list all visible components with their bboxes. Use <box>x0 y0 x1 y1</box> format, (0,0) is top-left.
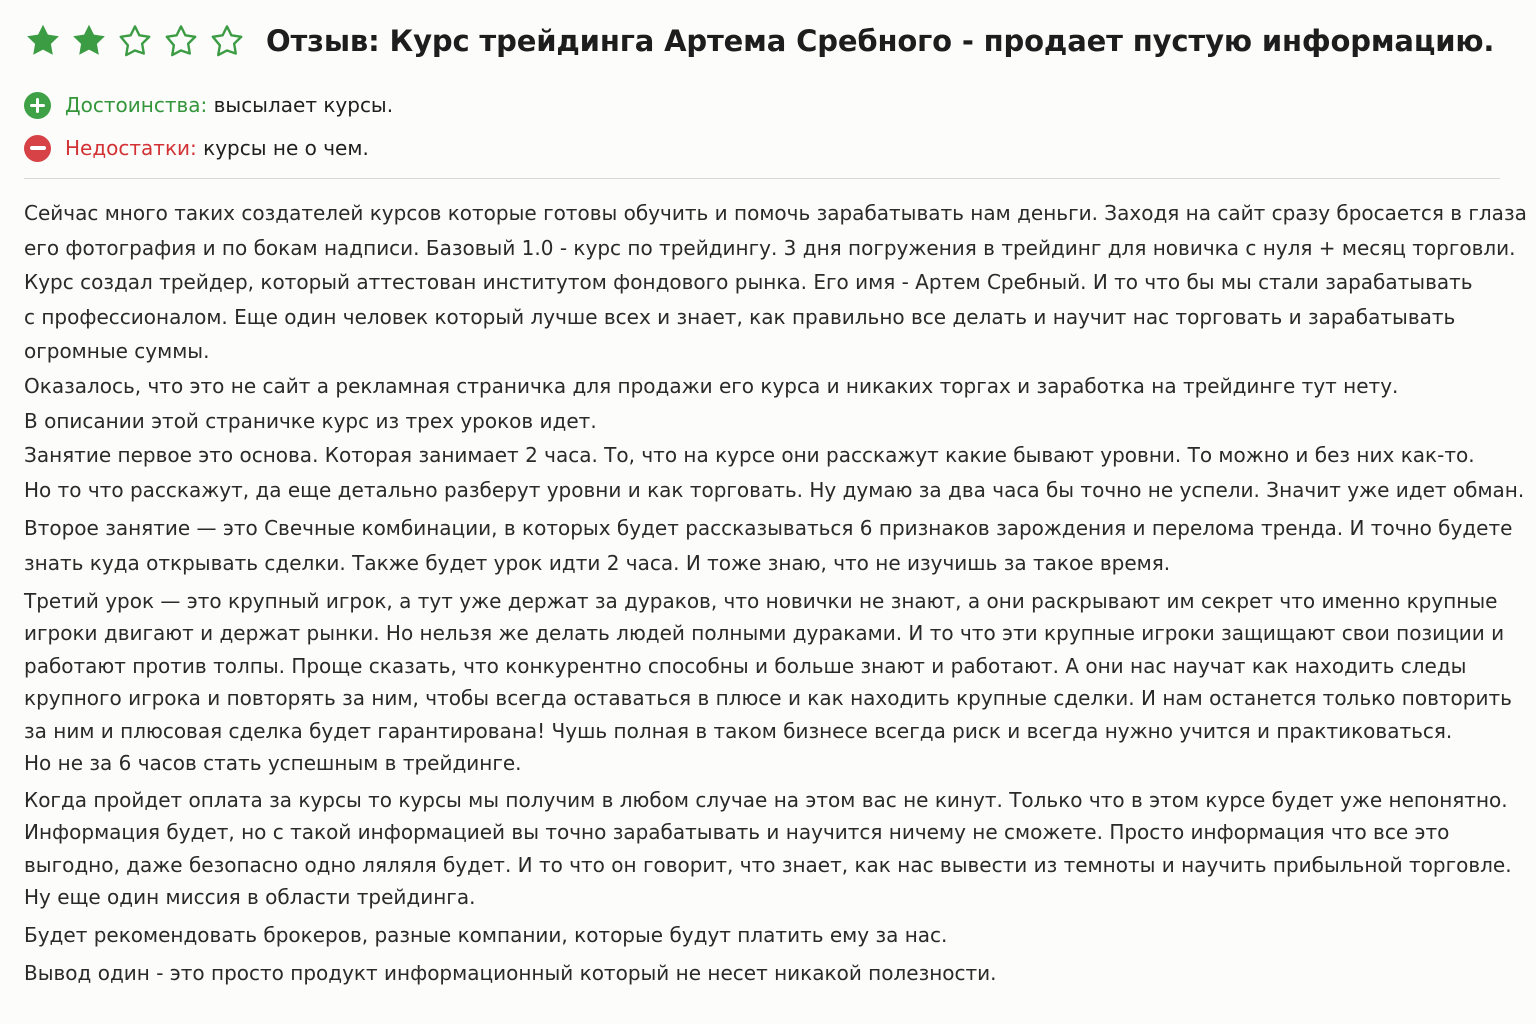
review-line: Курс создал трейдер, который аттестован институтом фондового рынка. Его имя - Артем Сребный. И то что бы мы стали зарабатывать <box>24 270 1473 295</box>
review-line: игроки двигают и держат рынки. Но нельзя же делать людей полными дураками. И то что эти крупные игроки защищают свои позиции и <box>24 621 1505 646</box>
pros-label: Достоинства: <box>65 93 208 117</box>
pros-cons-block <box>24 88 924 165</box>
star-rating <box>24 22 246 60</box>
review-line: Занятие первое это основа. Которая занимает 2 часа. То, что на курсе они расскажут какие бывают уровни. То можно и без них как-то. <box>24 443 1475 468</box>
review-line: выгодно, даже безопасно одно ляляля будет. И то что он говорит, что знает, как нас вывести из темноты и научить прибыльной торговле. <box>24 852 1512 877</box>
review-line: работают против толпы. Проще сказать, что конкурентно способны и больше знают и работают. А они нас научат как находить следы <box>24 653 1467 678</box>
section-divider <box>24 178 1500 179</box>
review-line: его фотография и по бокам надписи. Базовый 1.0 - курс по трейдингу. 3 дня погружения в трейдинг для новичка с нуля + месяц торговли. <box>24 235 1516 260</box>
star-filled-icon <box>70 22 108 60</box>
review-header <box>24 20 1514 62</box>
review-line: Сейчас много таких создателей курсов которые готовы обучить и помочь зарабатывать нам деньги. Заходя на сайт сразу бросается в глаза <box>24 201 1527 225</box>
review-line: Когда пройдет оплата за курсы то курсы мы получим в любом случае на этом вас не кинут. Только что в этом курсе будет уже непонятно. <box>24 787 1508 812</box>
review-line: с профессионалом. Еще один человек который лучше всех и знает, как правильно все делать и научит нас торговать и зарабатывать <box>24 304 1456 329</box>
minus-circle-icon <box>24 135 51 162</box>
star-empty-icon <box>162 22 200 60</box>
plus-circle-icon <box>24 92 51 119</box>
review-line: Третий урок — это крупный игрок, а тут уже держат за дураков, что новички не знают, а они раскрывают им секрет что именно крупные <box>24 588 1498 613</box>
review-line: Вывод один - это просто продукт информационный который не несет никакой полезности. <box>24 961 997 986</box>
pros-row <box>24 88 924 122</box>
star-empty-icon <box>208 22 246 60</box>
review-title: Отзыв: Курс трейдинга Артема Сребного - продает пустую информацию. <box>266 24 1495 58</box>
review-line: В описании этой страничке курс из трех уроков идет. <box>24 408 597 433</box>
star-empty-icon <box>116 22 154 60</box>
review-body <box>24 196 1527 991</box>
pros-text-value: высылает курсы. <box>213 93 394 117</box>
review-line: крупного игрока и повторять за ним, чтобы всегда оставаться в плюсе и как находить крупные сделки. И нам останется только повторить <box>24 686 1512 711</box>
review-line: Но то что расскажут, да еще детально разберут уровни и как торговать. Ну думаю за два часа бы точно не успели. Значит уже идет обман. <box>24 477 1525 502</box>
cons-label: Недостатки: <box>65 136 197 160</box>
star-filled-icon <box>24 22 62 60</box>
review-line: знать куда открывать сделки. Также будет урок идти 2 часа. И тоже знаю, что не изучишь за такое время. <box>24 550 1171 575</box>
review-line: Ну еще один миссия в области трейдинга. <box>24 885 476 910</box>
review-line: Будет рекомендовать брокеров, разные компании, которые будут платить ему за нас. <box>24 922 948 947</box>
review-line: огромные суммы. <box>24 339 210 364</box>
review-line: Второе занятие — это Свечные комбинации, в которых будет рассказываться 6 признаков зарождения и перелома тренда. И точно будете <box>24 516 1513 541</box>
cons-row <box>24 131 924 165</box>
review-line: Оказалось, что это не сайт а рекламная страничка для продажи его курса и никаких торгах и заработка на трейдинге тут нету. <box>24 373 1399 398</box>
review-line: за ним и плюсовая сделка будет гарантирована! Чушь полная в таком бизнесе всегда риск и всегда нужно учится и практиковаться. <box>24 718 1453 743</box>
pros-text <box>207 91 393 119</box>
review-line: Информация будет, но с такой информацией вы точно зарабатывать и научится ничему не сможете. Просто информация что все это <box>24 820 1450 845</box>
cons-text <box>197 134 369 162</box>
review-line: Но не за 6 часов стать успешным в трейдинге. <box>24 751 522 776</box>
cons-text-value: курсы не о чем. <box>203 136 369 160</box>
